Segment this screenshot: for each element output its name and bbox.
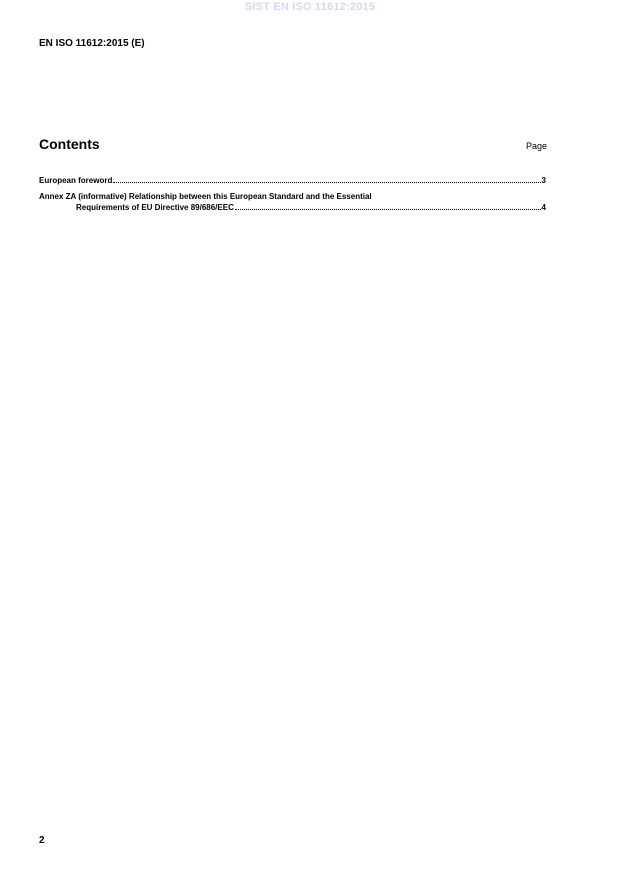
toc-dot-leader [235,202,541,210]
toc-entry-page: 3 [541,176,546,185]
toc-dot-leader [113,175,540,183]
toc-list [39,175,546,219]
toc-entry-row [39,175,546,186]
toc-title: Contents [39,136,100,152]
toc-entry-title-line1: Annex ZA (informative) Relationship between this European Standard and the Essential [39,192,372,201]
toc-entry-annex-za[interactable] [39,192,546,213]
document-identifier: EN ISO 11612:2015 (E) [39,38,145,49]
watermark-text: SIST EN ISO 11612:2015 [244,1,376,13]
toc-page-column-label: Page [525,141,547,151]
toc-entry-european-foreword[interactable] [39,175,546,186]
toc-entry-title-line2: Requirements of EU Directive 89/686/EEC [76,203,234,212]
page-number: 2 [39,835,45,846]
toc-entry-title: European foreword [39,176,113,185]
toc-heading [39,136,547,152]
toc-entry-row [39,202,546,213]
toc-entry-page: 4 [541,203,546,212]
